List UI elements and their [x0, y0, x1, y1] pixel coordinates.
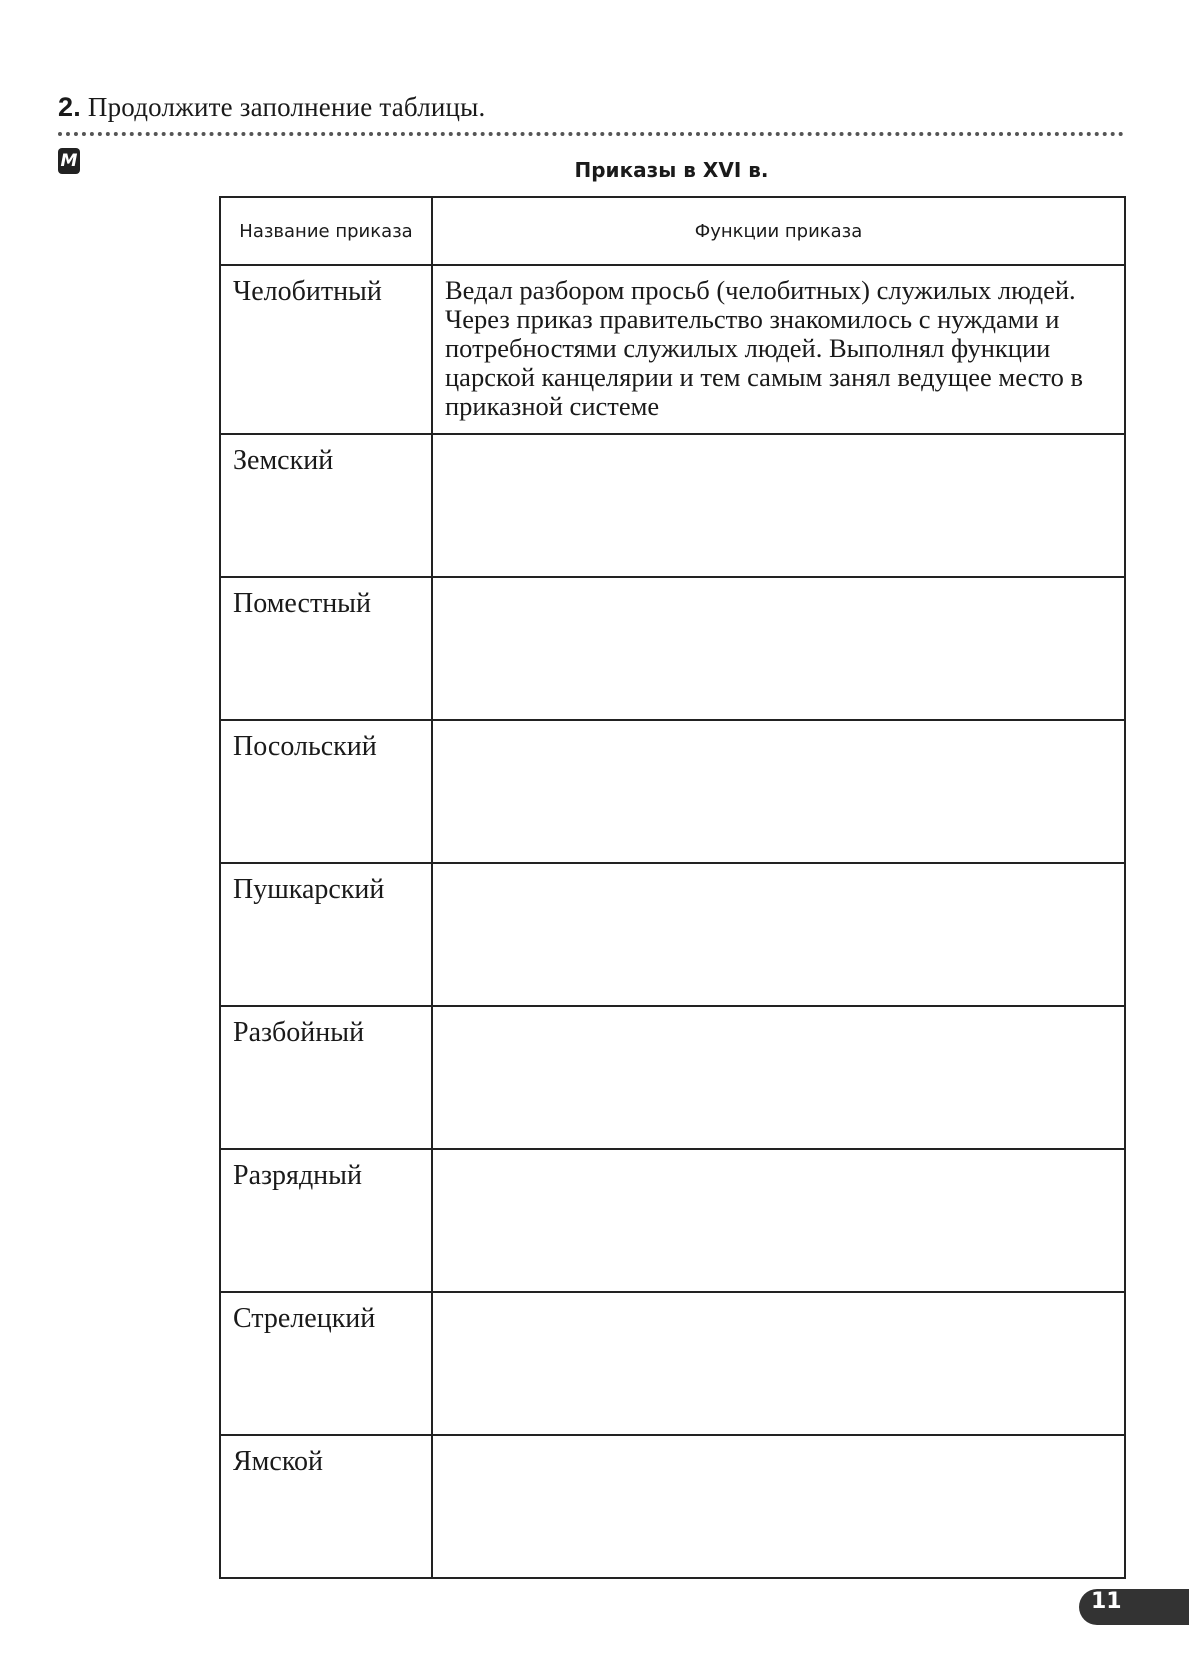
table-row: [220, 434, 1125, 577]
order-name: Пушкарский: [220, 863, 432, 1006]
table-row: [220, 1149, 1125, 1292]
order-function-blank[interactable]: [432, 863, 1125, 1006]
orders-table: [219, 196, 1126, 1579]
order-function: Ведал разбором просьб (челобитных) служилых людей. Через приказ правительство знакомилось с нуждами и потребностями служилых людей. Выполнял функции царской канцелярии и тем самым занял ведущее место в приказной системе: [432, 265, 1125, 434]
task-text: Продолжите заполнение таблицы.: [80, 92, 486, 122]
order-name: Ямской: [220, 1435, 432, 1578]
order-function-blank[interactable]: [432, 1006, 1125, 1149]
header-name: Название приказа: [220, 197, 432, 265]
order-name: Земский: [220, 434, 432, 577]
header-functions: Функции приказа: [432, 197, 1125, 265]
order-function-blank[interactable]: [432, 577, 1125, 720]
order-name: Стрелецкий: [220, 1292, 432, 1435]
order-function-blank[interactable]: [432, 1292, 1125, 1435]
order-function-blank[interactable]: [432, 720, 1125, 863]
order-function-blank[interactable]: [432, 1435, 1125, 1578]
table-row: [220, 265, 1125, 434]
order-function-blank[interactable]: [432, 1149, 1125, 1292]
m-marker-icon: М: [58, 148, 80, 174]
task-number: 2.: [58, 92, 81, 122]
table-row: [220, 1006, 1125, 1149]
table-row: [220, 1292, 1125, 1435]
task-heading: [58, 92, 485, 123]
table-row: [220, 1435, 1125, 1578]
order-name: Челобитный: [220, 265, 432, 434]
order-name: Разрядный: [220, 1149, 432, 1292]
table-row: [220, 720, 1125, 863]
table-caption: Приказы в XVI в.: [574, 158, 769, 182]
order-name: Поместный: [220, 577, 432, 720]
order-name: Разбойный: [220, 1006, 432, 1149]
table-row: [220, 863, 1125, 1006]
page-number: 11: [1091, 1589, 1122, 1614]
table-row: [220, 577, 1125, 720]
dotted-divider: [58, 132, 1124, 136]
order-function-blank[interactable]: [432, 434, 1125, 577]
table-header-row: [220, 197, 1125, 265]
order-name: Посольский: [220, 720, 432, 863]
